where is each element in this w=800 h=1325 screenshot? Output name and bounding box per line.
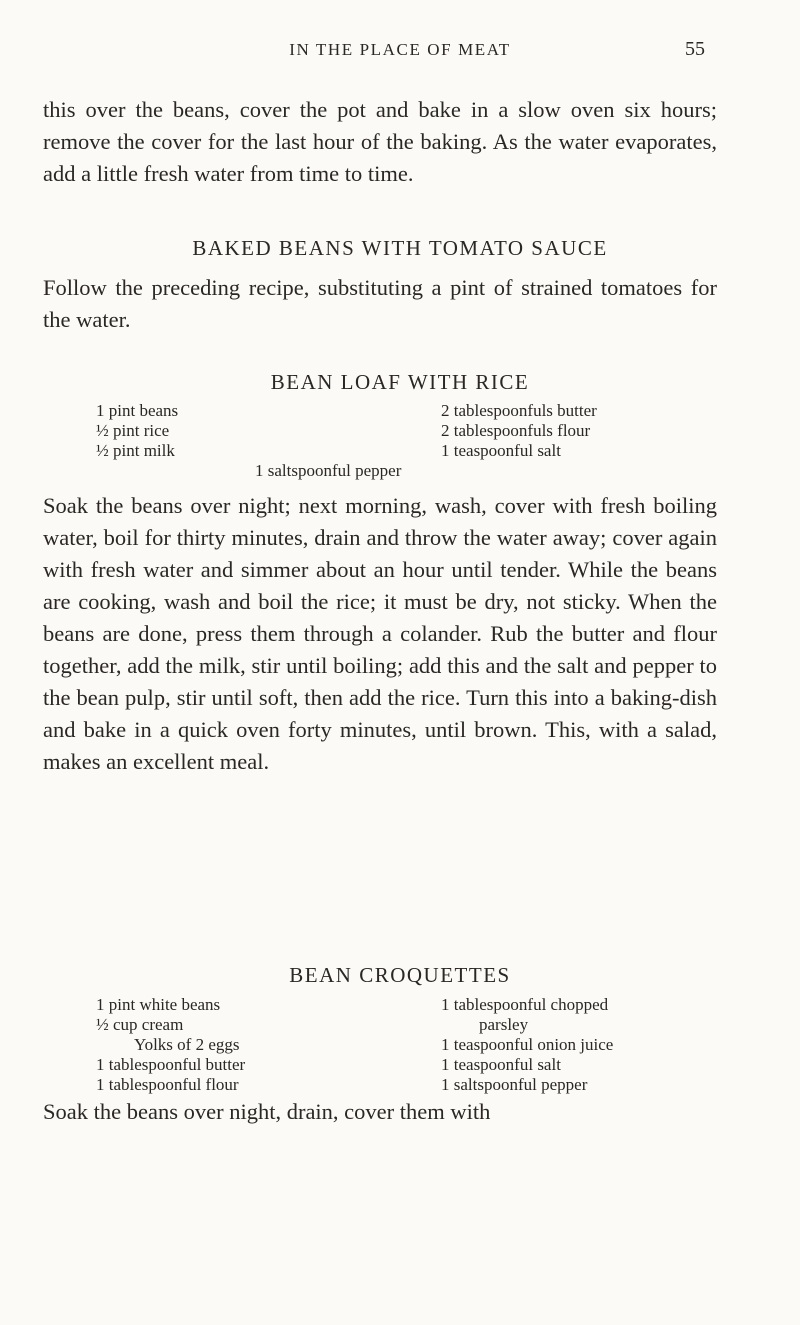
- ingredient-item: 1 teaspoonful salt: [441, 441, 561, 460]
- bean-loaf-ingredients-right: [441, 401, 597, 461]
- ingredient-item: 1 teaspoonful salt: [441, 1055, 561, 1074]
- bean-croquettes-heading: BEAN CROQUETTES: [289, 963, 511, 987]
- intro-paragraph: this over the beans, cover the pot and bake in a slow oven six hours; remove the cover for the last hour of the baking. As the water evaporates, add a little fresh water from time to time.: [43, 97, 717, 186]
- ingredient-item: 2 tablespoonfuls flour: [441, 421, 591, 440]
- ingredient-item: 1 tablespoonful flour: [96, 1075, 239, 1094]
- bean-croquettes-paragraph: Soak the beans over night, drain, cover them with: [43, 1099, 491, 1124]
- bean-croquettes-ingredients-left: [96, 995, 245, 1095]
- ingredient-item: 2 tablespoonfuls butter: [441, 401, 597, 420]
- page-number: 55: [685, 38, 705, 60]
- ingredient-item: 1 tablespoonful chopped: [441, 995, 609, 1014]
- bean-loaf-paragraph: Soak the beans over night; next morning, wash, cover with fresh boiling water, boil for thirty minutes, drain and throw the water away; cover again with fresh water and simmer about an hour until tender. While the beans are cooking, wash and boil the rice; it must be dry, not sticky. When the beans are done, press them through a colander. Rub the butter and flour together, add the milk, stir until boiling; add this and the salt and pepper to the bean pulp, stir until soft, then add the rice. Turn this into a baking-dish and bake in a quick oven forty minutes, until brown. This, with a salad, makes an excellent meal.: [43, 493, 717, 774]
- running-title: IN THE PLACE OF MEAT: [289, 40, 511, 59]
- bean-loaf-heading: BEAN LOAF WITH RICE: [270, 370, 530, 394]
- ingredient-item: 1 saltspoonful pepper: [255, 461, 402, 480]
- ingredient-item: ½ pint rice: [96, 421, 170, 440]
- ingredient-item: 1 saltspoonful pepper: [441, 1075, 588, 1094]
- ingredient-item: 1 tablespoonful butter: [96, 1055, 246, 1074]
- ingredient-item: Yolks of 2 eggs: [134, 1035, 240, 1054]
- baked-beans-paragraph: Follow the preceding recipe, substituting a pint of strained tomatoes for the water.: [43, 275, 717, 332]
- ingredient-item: 1 pint beans: [96, 401, 179, 420]
- bean-loaf-ingredient-pepper: [255, 461, 401, 481]
- ingredient-item: parsley: [479, 1015, 529, 1034]
- ingredient-item: 1 teaspoonful onion juice: [441, 1035, 614, 1054]
- bean-croquettes-ingredients-right: [441, 995, 613, 1095]
- ingredient-item: ½ cup cream: [96, 1015, 184, 1034]
- ingredient-item: 1 pint white beans: [96, 995, 221, 1014]
- bean-loaf-ingredients-left: [96, 401, 178, 461]
- running-header: [0, 40, 800, 64]
- baked-beans-heading: BAKED BEANS WITH TOMATO SAUCE: [192, 236, 608, 260]
- ingredient-item: ½ pint milk: [96, 441, 175, 460]
